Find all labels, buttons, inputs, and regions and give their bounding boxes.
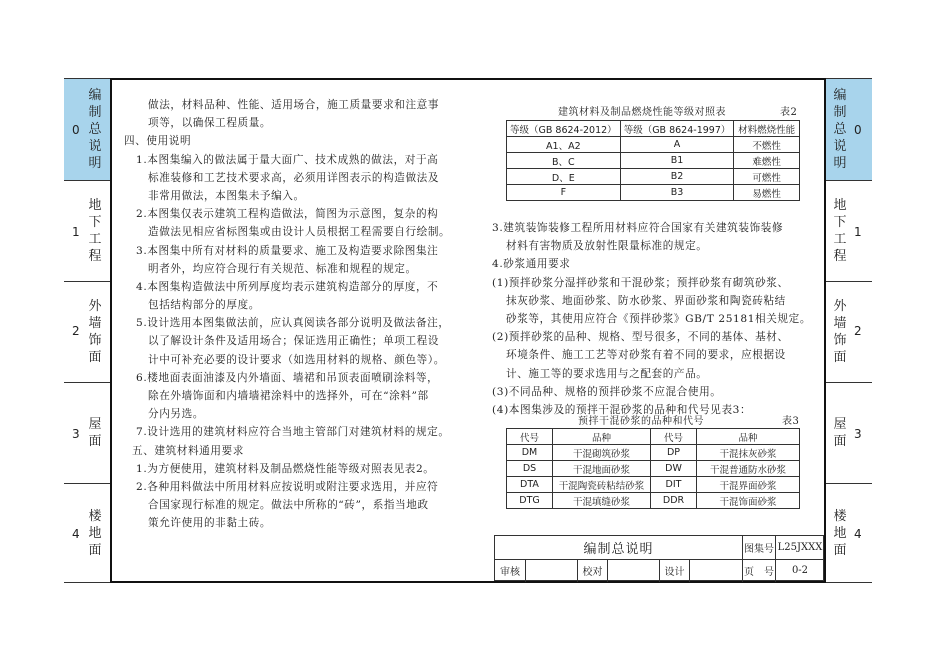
text-line: 做法，材料品种、性能、适用场合，施工质量要求和注意事: [148, 99, 440, 111]
text-line: 造做法见相应省标图集或由设计人员根据工程需要自行绘制。: [148, 226, 451, 239]
tab-underground[interactable]: [826, 180, 872, 281]
design-label: 设计: [664, 566, 685, 578]
table-cell: D、E: [507, 169, 621, 185]
check-label: 校对: [582, 566, 603, 578]
table-cell: 干混界面砂浆: [697, 477, 800, 493]
text-line: 2.本图集仅表示建筑工程构造做法，简图为示意图，复杂的构: [136, 208, 439, 221]
tab-number: 3: [854, 427, 862, 441]
tab-roof[interactable]: [826, 382, 872, 483]
drawing-title: 编制总说明: [583, 542, 654, 557]
table-cell: 干混砌筑砂浆: [553, 445, 651, 461]
table-cell: DIT: [651, 477, 697, 493]
table-row: [507, 169, 800, 185]
table-cell: 可燃性: [734, 169, 800, 185]
table3-title: 预拌干混砂浆的品种和代号: [578, 416, 704, 427]
table-header-row: [507, 429, 800, 445]
text-line: 5.设计选用本图集做法前，应认真阅读各部分说明及做法备注，: [136, 317, 450, 330]
tab-roof[interactable]: [64, 382, 110, 483]
table3: [506, 428, 800, 509]
tab-label: 外 墙 饰 面: [833, 299, 847, 365]
tab-label: 地 下 工 程: [833, 198, 847, 264]
table-cell: B2: [620, 169, 734, 185]
table-cell: B、C: [507, 153, 621, 169]
page-number-label: 页 号: [744, 566, 774, 578]
text-line: 材料有害物质及放射性限量标准的规定。: [506, 240, 708, 253]
table2-label: 表2: [780, 107, 798, 118]
text-line: 以了解设计条件及适用场合；保证选用正确性；单项工程设: [148, 335, 440, 348]
text-line: 计、施工等的要求选用与之配套的产品。: [506, 367, 708, 380]
tab-number: 0: [72, 123, 80, 137]
tab-underground[interactable]: [64, 180, 110, 281]
table-row: [507, 477, 800, 493]
table-cell: 干混普通防水砂浆: [697, 461, 800, 477]
text-line: 3.建筑装饰装修工程所用材料应符合国家有关建筑装饰装修: [492, 222, 784, 234]
tab-exterior-wall[interactable]: [64, 281, 110, 382]
text-line: 环境条件、施工工艺等对砂浆有着不同的要求，应根据设: [506, 349, 786, 362]
table-cell: DTG: [507, 493, 553, 509]
table-header: 代号: [651, 429, 697, 445]
review-label: 审核: [500, 566, 520, 578]
table-header: 品种: [697, 429, 800, 445]
table-cell: 干混地面砂浆: [553, 461, 651, 477]
table-row: [507, 137, 800, 153]
tab-number: 4: [72, 527, 80, 541]
text-line: 除在外墙饰面和内墙墙裙涂料中的选择外，可在“涂料”部: [148, 390, 429, 402]
tab-general-notes[interactable]: [826, 78, 872, 180]
table-cell: DW: [651, 461, 697, 477]
table-row: [507, 185, 800, 201]
text-line: 4.本图集构造做法中所列厚度均表示建筑构造部分的厚度，不: [136, 280, 439, 293]
text-line: 计中可补充必要的设计要求（如选用材料的规格、颜色等）。: [148, 353, 445, 366]
table-header: 材料燃烧性能: [734, 121, 800, 137]
section-heading: 4.砂浆通用要求: [492, 258, 571, 271]
section-heading: 四、使用说明: [124, 135, 192, 148]
tab-number: 4: [854, 527, 862, 541]
table-cell: DTA: [507, 477, 553, 493]
tab-label: 地 下 工 程: [88, 198, 102, 264]
tab-floor[interactable]: [826, 483, 872, 583]
tab-number: 2: [854, 324, 862, 338]
text-line: (2)预拌砂浆的品种、规格、型号很多，不同的基体、基材、: [492, 331, 789, 344]
table-cell: F: [507, 185, 621, 201]
section-heading: 五、建筑材料通用要求: [132, 444, 244, 457]
tab-number: 1: [72, 225, 80, 239]
text-line: 合国家现行标准的规定。做法中所称的“砖”，系指当地政: [148, 499, 429, 512]
atlas-number: L25JXXX: [777, 542, 823, 553]
table-cell: 干混饰面砂浆: [697, 493, 800, 509]
right-text-column: [492, 219, 812, 419]
table-cell: DM: [507, 445, 553, 461]
tab-label: 楼 地 面: [833, 508, 847, 558]
text-line: 7.设计选用的建筑材料应符合当地主管部门对建筑材料的规定。: [136, 426, 450, 439]
text-line: 策允许使用的非黏土砖。: [148, 517, 272, 530]
page-number: 0-2: [791, 564, 809, 576]
text-line: (3)不同品种、规格的预拌砂浆不应混合使用。: [492, 385, 722, 398]
table-row: [507, 461, 800, 477]
tab-label: 编 制 总 说 明: [88, 88, 102, 171]
table-row: [507, 493, 800, 509]
table-row: [507, 445, 800, 461]
table-cell: 干混填缝砂浆: [553, 493, 651, 509]
text-line: (4)本图集涉及的预拌干混砂浆的品种和代号见表3：: [492, 403, 752, 416]
text-line: 砂浆等，其使用应符合《预拌砂浆》GB/T 25181相关规定。: [506, 312, 812, 325]
text-line: 分内另选。: [148, 408, 204, 421]
table-cell: 干混抹灰砂浆: [697, 445, 800, 461]
tab-number: 0: [854, 123, 862, 137]
tab-number: 3: [72, 427, 80, 441]
table2: [506, 120, 800, 201]
text-line: 6.楼地面表面油漆及内外墙面、墙裙和吊顶表面喷刷涂料等，: [136, 371, 439, 384]
tab-label: 外 墙 饰 面: [88, 299, 102, 365]
text-line: 标准装修和工艺技术要求高，必须用详图表示的构造做法及: [148, 171, 440, 184]
table-cell: 易燃性: [734, 185, 800, 201]
table-cell: 干混陶瓷砖粘结砂浆: [553, 477, 651, 493]
tab-floor[interactable]: [64, 483, 110, 583]
text-line: 项等，以确保工程质量。: [148, 117, 272, 130]
table-cell: A1、A2: [507, 137, 621, 153]
tab-label: 屋 面: [88, 417, 102, 449]
title-block: [494, 535, 824, 581]
table-cell: DP: [651, 445, 697, 461]
text-line: 1.本图集编入的做法属于量大面广、技术成熟的做法，对于高: [136, 153, 439, 166]
text-line: (1)预拌砂浆分湿拌砂浆和干混砂浆；预拌砂浆有砌筑砂浆、: [492, 276, 789, 289]
text-line: 1.为方便使用，建筑材料及制品燃烧性能等级对照表见表2。: [136, 462, 435, 475]
table-header: 等级（GB 8624-1997）: [620, 121, 734, 137]
tab-general-notes[interactable]: [64, 78, 110, 180]
table2-title: 建筑材料及制品燃烧性能等级对照表: [558, 107, 726, 118]
table-header: 等级（GB 8624-2012）: [507, 121, 621, 137]
tab-label: 屋 面: [833, 417, 847, 449]
tab-exterior-wall[interactable]: [826, 281, 872, 382]
table-header-row: [507, 121, 800, 137]
table-cell: B1: [620, 153, 734, 169]
table-header: 代号: [507, 429, 553, 445]
left-text-column: [124, 96, 464, 533]
tab-number: 1: [854, 225, 862, 239]
table-cell: DS: [507, 461, 553, 477]
table-header: 品种: [553, 429, 651, 445]
text-line: 包括结构部分的厚度。: [148, 299, 260, 312]
table-cell: DDR: [651, 493, 697, 509]
text-line: 抹灰砂浆、地面砂浆、防水砂浆、界面砂浆和陶瓷砖粘结: [506, 294, 786, 307]
table-cell: A: [620, 137, 734, 153]
table3-label: 表3: [782, 416, 800, 427]
table-cell: 难燃性: [734, 153, 800, 169]
text-line: 2.各种用料做法中所用材料应按说明或附注要求选用，并应符: [136, 480, 439, 493]
atlas-number-label: 图集号: [744, 544, 774, 555]
tab-label: 编 制 总 说 明: [833, 88, 847, 171]
table-cell: 不燃性: [734, 137, 800, 153]
tab-number: 2: [72, 324, 80, 338]
text-line: 非常用做法，本图集未予编入。: [148, 189, 305, 202]
tab-label: 楼 地 面: [88, 508, 102, 558]
text-line: 明者外，均应符合现行有关规范、标准和规程的规定。: [148, 262, 417, 275]
table-cell: B3: [620, 185, 734, 201]
table-row: [507, 153, 800, 169]
text-line: 3.本图集中所有对材料的质量要求、施工及构造要求除图集注: [136, 244, 439, 257]
